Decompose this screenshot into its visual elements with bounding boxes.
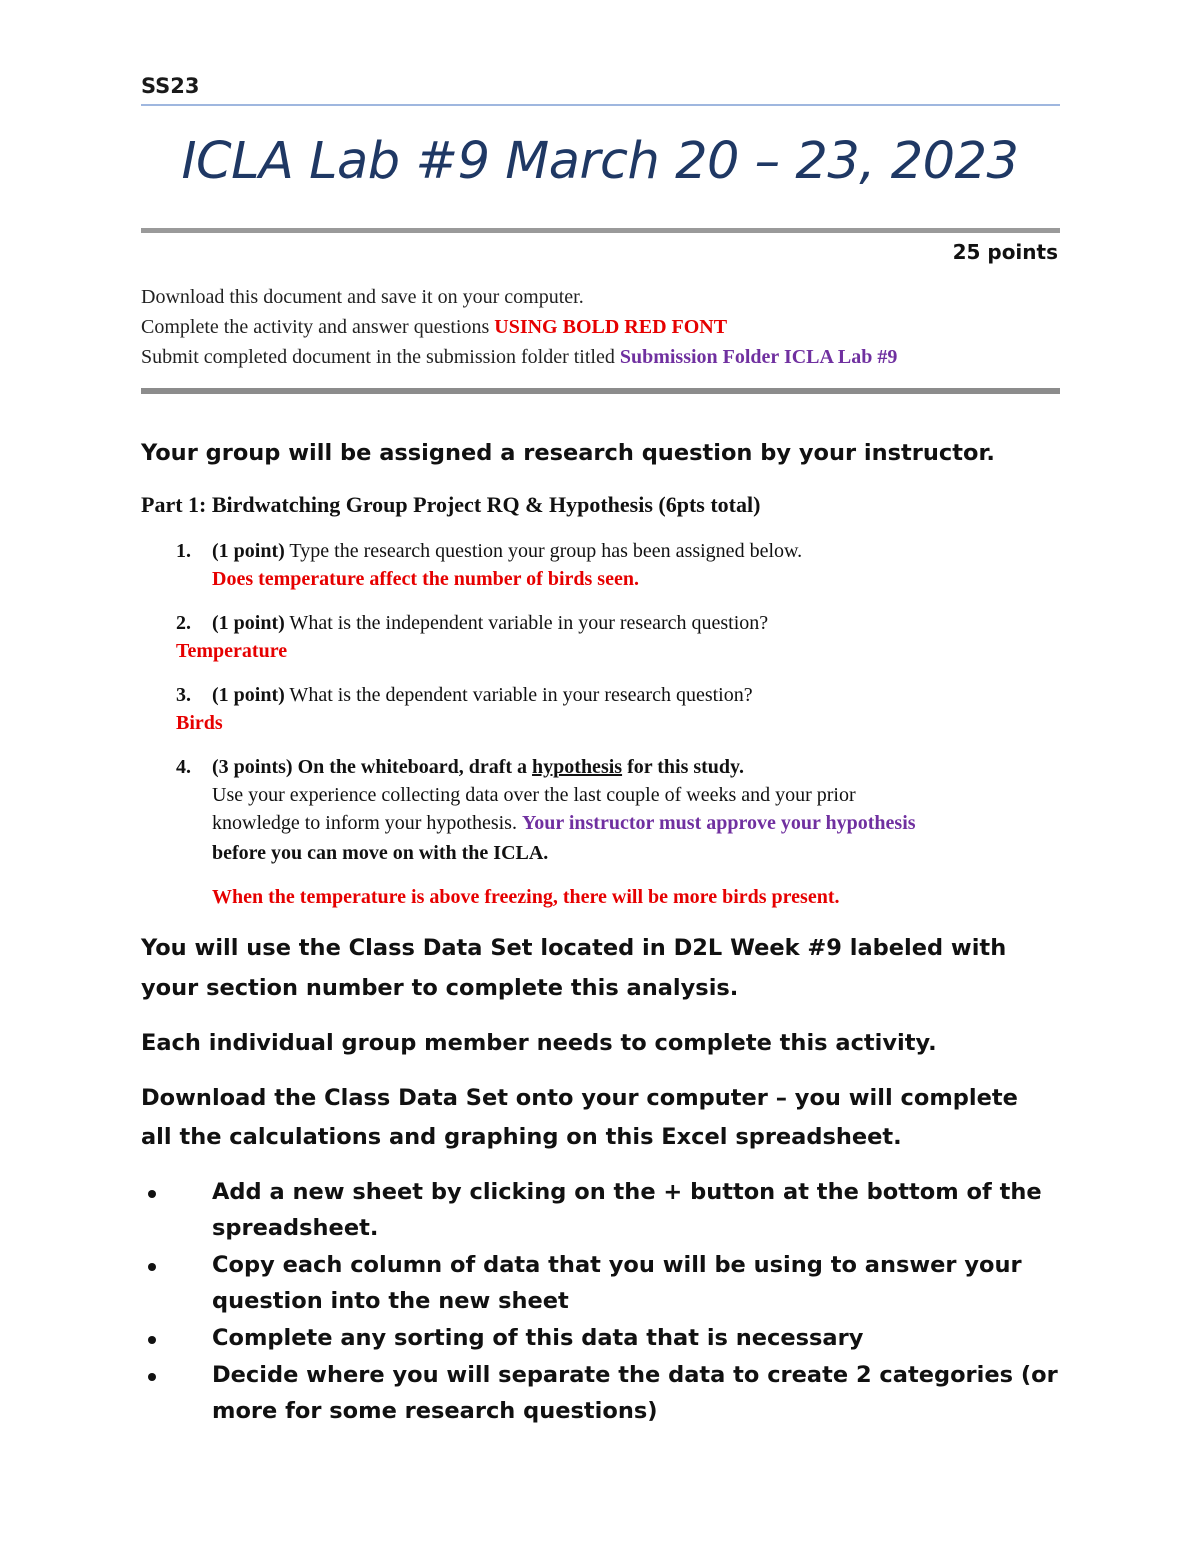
question-1-text [212, 540, 802, 563]
question-4-line-2: Use your experience collecting data over the last couple of weeks and your prior [212, 784, 856, 806]
question-4-line-4: before you can move on with the ICLA. [212, 842, 549, 864]
question-number: 2. [176, 612, 191, 634]
question-number: 4. [176, 756, 191, 778]
question-points: (1 point) [212, 684, 285, 706]
question-2-answer: Temperature [176, 640, 288, 662]
question-prompt: What is the independent variable in your research question? [284, 612, 769, 634]
question-number: 3. [176, 684, 191, 706]
question-prompt: What is the dependent variable in your research question? [284, 684, 753, 706]
hypothesis-term: hypothesis [532, 756, 623, 778]
bullet-4-line-2: more for some research questions) [212, 1398, 658, 1424]
individual-note: Each individual group member needs to complete this activity. [141, 1030, 937, 1056]
instruction-line-2 [141, 316, 727, 339]
question-points: (1 point) [212, 540, 285, 562]
instruction-line-1: Download this document and save it on your computer. [141, 286, 584, 308]
download-line-1: Download the Class Data Set onto your computer – you will complete [141, 1085, 1018, 1111]
instructor-approval-note: Your instructor must approve your hypothesis [521, 812, 916, 834]
title-divider [141, 228, 1060, 233]
question-number: 1. [176, 540, 191, 562]
bullet-1-line-2: spreadsheet. [212, 1215, 379, 1241]
bullet-icon [148, 1190, 156, 1198]
bullet-1-line-1: Add a new sheet by clicking on the + button at the bottom of the [212, 1179, 1042, 1205]
class-data-line-1: You will use the Class Data Set located in D2L Week #9 labeled with [141, 935, 1007, 961]
question-points: (1 point) [212, 612, 285, 634]
instruction-highlight-red: USING BOLD RED FONT [494, 316, 728, 338]
bullet-2-line-2: question into the new sheet [212, 1288, 569, 1314]
bullet-icon [148, 1336, 156, 1344]
group-intro: Your group will be assigned a research question by your instructor. [141, 440, 995, 466]
part1-heading: Part 1: Birdwatching Group Project RQ & Hypothesis (6pts total) [141, 492, 761, 517]
question-2-text [212, 612, 768, 635]
question-4-text [212, 756, 744, 779]
bullet-icon [148, 1373, 156, 1381]
download-line-2: all the calculations and graphing on this Excel spreadsheet. [141, 1124, 902, 1150]
question-prompt: for this study. [622, 756, 744, 778]
instruction-text: Submit completed document in the submission folder titled [141, 346, 620, 368]
question-prompt: On the whiteboard, draft a [292, 756, 533, 778]
bullet-3-line-1: Complete any sorting of this data that is necessary [212, 1325, 864, 1351]
bullet-4-line-1: Decide where you will separate the data to create 2 categories (or [212, 1362, 1058, 1388]
bullet-icon [148, 1263, 156, 1271]
question-3-answer: Birds [176, 712, 223, 734]
question-prompt: Type the research question your group has been assigned below. [284, 540, 803, 562]
header-divider [141, 104, 1060, 106]
instruction-text: Complete the activity and answer questions [141, 316, 495, 338]
page-title: ICLA Lab #9 March 20 – 23, 2023 [181, 132, 1019, 191]
question-4-line-3 [212, 812, 916, 835]
instruction-line-3 [141, 346, 897, 369]
class-data-line-2: your section number to complete this analysis. [141, 975, 739, 1001]
document-code: SS23 [141, 74, 200, 98]
question-prompt: knowledge to inform your hypothesis. [212, 812, 522, 834]
question-4-answer: When the temperature is above freezing, there will be more birds present. [212, 886, 840, 908]
points-total: 25 points [952, 240, 1058, 264]
question-points: (3 points) [212, 756, 293, 778]
question-3-text [212, 684, 753, 707]
instructions-divider [141, 388, 1060, 394]
question-1-answer: Does temperature affect the number of birds seen. [212, 568, 639, 590]
bullet-2-line-1: Copy each column of data that you will be using to answer your [212, 1252, 1022, 1278]
submission-folder-name: Submission Folder ICLA Lab #9 [619, 346, 898, 368]
